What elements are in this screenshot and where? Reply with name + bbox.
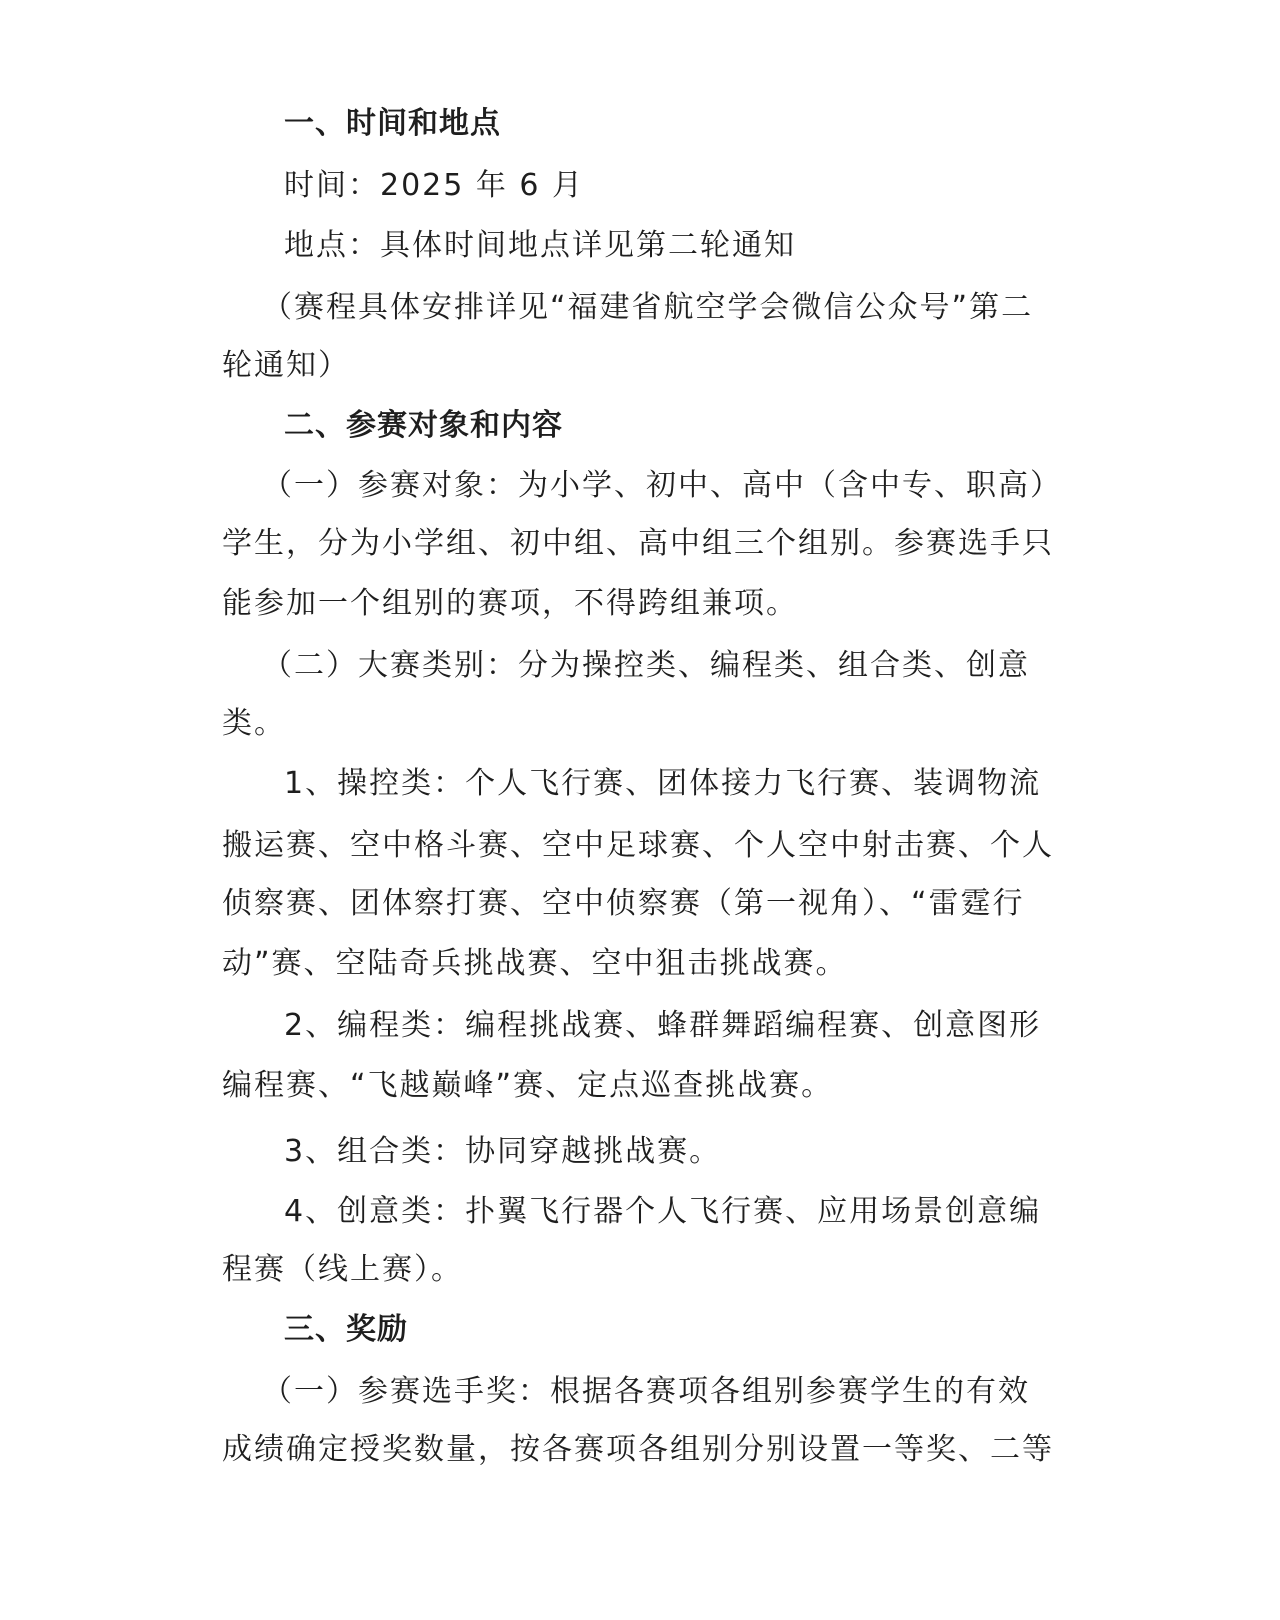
paragraph-line: （二）大赛类别：分为操控类、编程类、组合类、创意: [262, 648, 1030, 683]
paragraph-line: （一）参赛对象：为小学、初中、高中（含中专、职高）: [262, 468, 1062, 503]
paragraph-line: 2、编程类：编程挑战赛、蜂群舞蹈编程赛、创意图形: [284, 1008, 1042, 1043]
paragraph-line: 成绩确定授奖数量，按各赛项各组别分别设置一等奖、二等: [222, 1432, 1054, 1467]
paragraph-line: 类。: [222, 706, 286, 741]
section-heading-participants: 二、参赛对象和内容: [284, 408, 563, 443]
paragraph-line: 轮通知）: [222, 348, 350, 383]
paragraph-line: 学生，分为小学组、初中组、高中组三个组别。参赛选手只: [222, 526, 1054, 561]
paragraph-line: 编程赛、“飞越巅峰”赛、定点巡查挑战赛。: [222, 1068, 834, 1103]
paragraph-line: 时间：2025 年 6 月: [284, 168, 585, 203]
paragraph-line: （一）参赛选手奖：根据各赛项各组别参赛学生的有效: [262, 1374, 1030, 1409]
paragraph-line: （赛程具体安排详见“福建省航空学会微信公众号”第二: [262, 290, 1034, 325]
paragraph-line: 地点：具体时间地点详见第二轮通知: [284, 228, 796, 263]
paragraph-line: 侦察赛、团体察打赛、空中侦察赛（第一视角）、“雷霆行: [222, 886, 1025, 921]
paragraph-line: 能参加一个组别的赛项，不得跨组兼项。: [222, 586, 798, 621]
paragraph-line: 动”赛、空陆奇兵挑战赛、空中狙击挑战赛。: [222, 946, 848, 981]
paragraph-line: 4、创意类：扑翼飞行器个人飞行赛、应用场景创意编: [284, 1194, 1042, 1229]
paragraph-line: 1、操控类：个人飞行赛、团体接力飞行赛、装调物流: [284, 766, 1042, 801]
section-heading-time-place: 一、时间和地点: [284, 106, 501, 141]
section-heading-awards: 三、奖励: [284, 1312, 408, 1347]
paragraph-line: 3、组合类：协同穿越挑战赛。: [284, 1134, 722, 1169]
paragraph-line: 搬运赛、空中格斗赛、空中足球赛、个人空中射击赛、个人: [222, 828, 1054, 863]
paragraph-line: 程赛（线上赛）。: [222, 1252, 463, 1287]
